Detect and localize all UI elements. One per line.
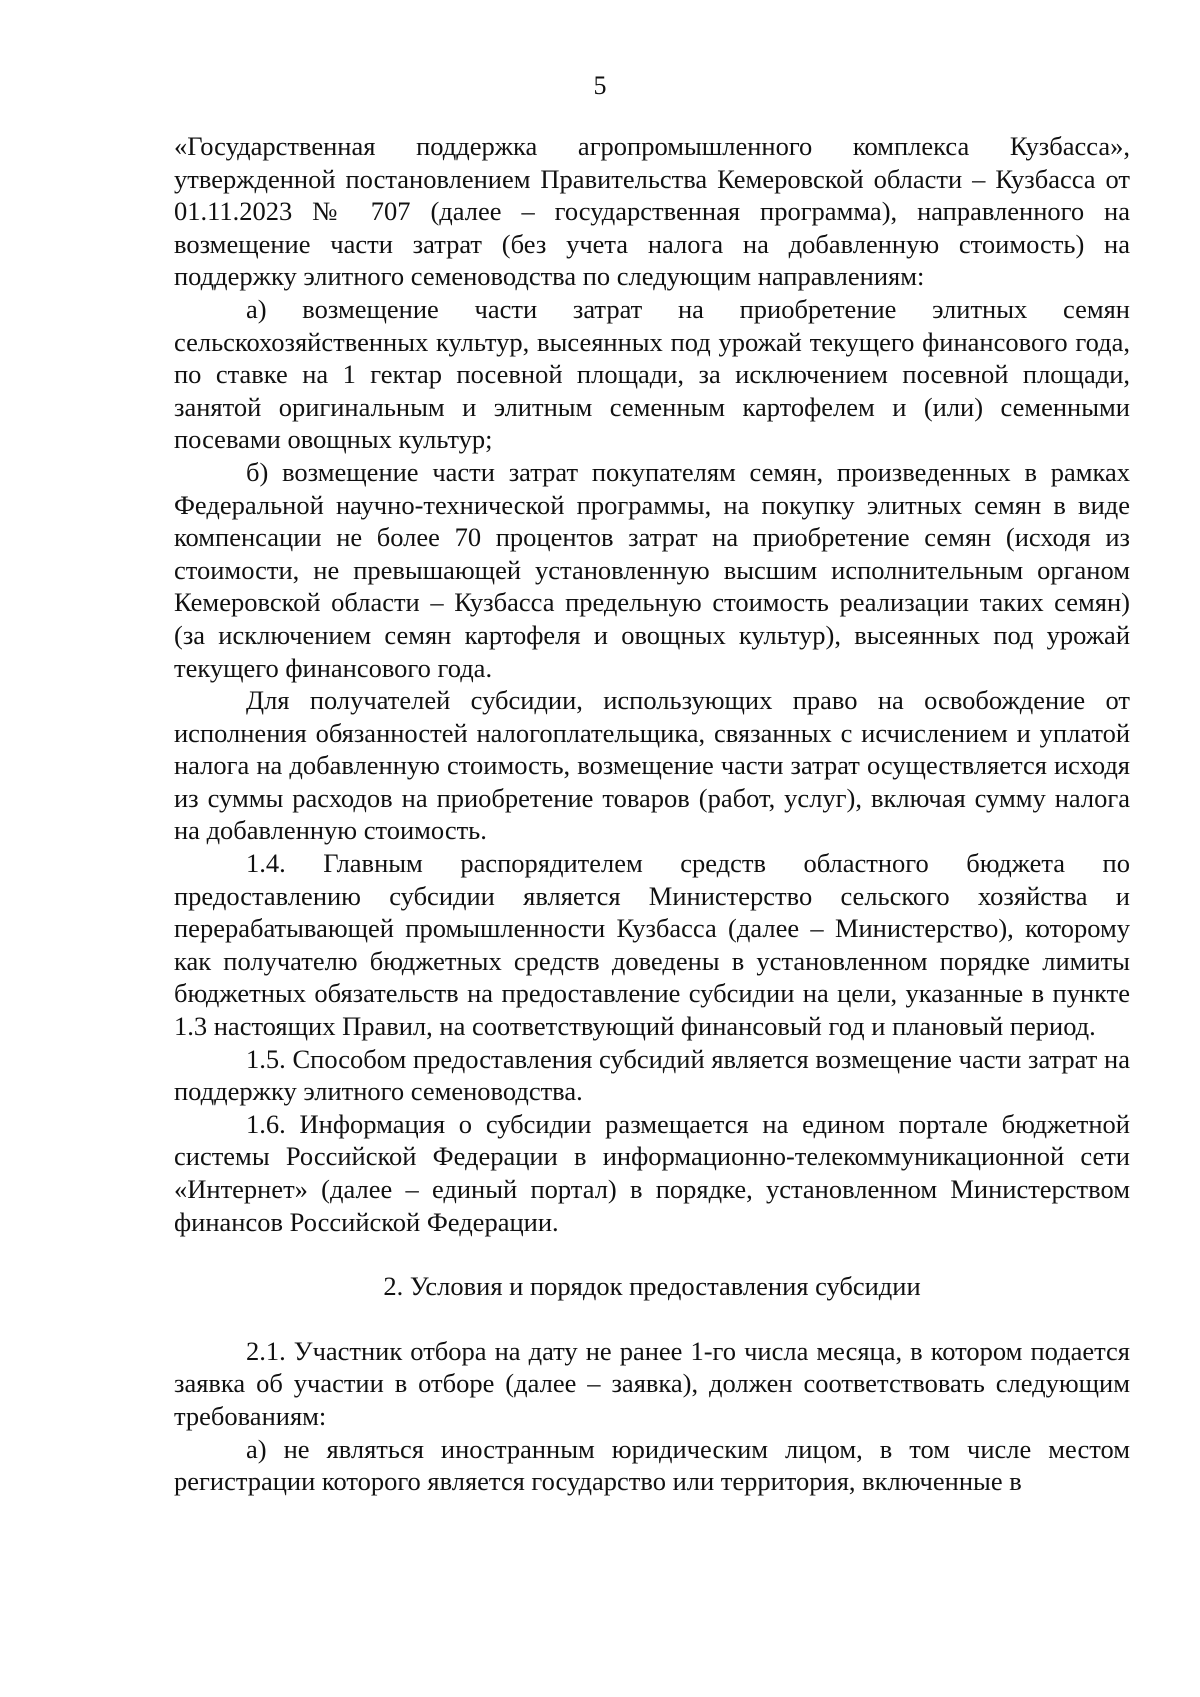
paragraph-1-4: 1.4. Главным распорядителем средств областного бюджета по предоставлению субсидии является Министерство сельского хозяйства и перерабатывающей промышленности Кузбасса (далее – Министерство), которому как получателю бюджетных средств доведены в установленном порядке лимиты бюджетных обязательств на предоставление субсидии на цели, указанные в пункте 1.3 настоящих Правил, на соответствующий финансовый год и плановый период. bbox=[174, 848, 1130, 1042]
paragraph-vat-note: Для получателей субсидии, использующих право на освобождение от исполнения обязанностей налогоплательщика, связанных с исчислением и уплатой налога на добавленную стоимость, возмещение части затрат осуществляется исходя из суммы расходов на приобретение товаров (работ, услуг), включая сумму налога на добавленную стоимость. bbox=[174, 685, 1130, 846]
section-heading: 2. Условия и порядок предоставления субсидии bbox=[383, 1271, 921, 1302]
paragraph-2-1-item-a: а) не являться иностранным юридическим лицом, в том числе местом регистрации которого является государство или территория, включенные в bbox=[174, 1433, 1130, 1497]
paragraph-1-5: 1.5. Способом предоставления субсидий является возмещение части затрат на поддержку элитного семеноводства. bbox=[174, 1043, 1130, 1107]
paragraph-2-1: 2.1. Участник отбора на дату не ранее 1-го числа месяца, в котором подается заявка об участии в отборе (далее – заявка), должен соответствовать следующим требованиям: bbox=[174, 1335, 1130, 1431]
page-number: 5 bbox=[593, 71, 607, 100]
document-body bbox=[174, 130, 1130, 1498]
paragraph-item-a: а) возмещение части затрат на приобретение элитных семян сельскохозяйственных культур, высеянных под урожай текущего финансового года, по ставке на 1 гектар посевной площади, за исключением посевной площади, занятой оригинальным и элитным семенным картофелем и (или) семенными посевами овощных культур; bbox=[174, 293, 1130, 455]
paragraph-continuation: «Государственная поддержка агропромышленного комплекса Кузбасса», утвержденной постановлением Правительства Кемеровской области – Кузбасса от 01.11.2023 № 707 (далее – государственная программа), направленного на возмещение части затрат (без учета налога на добавленную стоимость) на поддержку элитного семеноводства по следующим направлениям: bbox=[174, 131, 1130, 292]
paragraph-item-b: б) возмещение части затрат покупателям семян, произведенных в рамках Федеральной научно-технической программы, на покупку элитных семян в виде компенсации не более 70 процентов затрат на приобретение семян (исходя из стоимости, не превышающей установленную высшим исполнительным органом Кемеровской области – Кузбасса предельную стоимость реализации таких семян) (за исключением семян картофеля и овощных культур), высеянных под урожай текущего финансового года. bbox=[174, 456, 1130, 683]
paragraph-1-6: 1.6. Информация о субсидии размещается на едином портале бюджетной системы Российской Федерации в информационно-телекоммуникационной сети «Интернет» (далее – единый портал) в порядке, установленном Министерством финансов Российской Федерации. bbox=[174, 1108, 1130, 1237]
